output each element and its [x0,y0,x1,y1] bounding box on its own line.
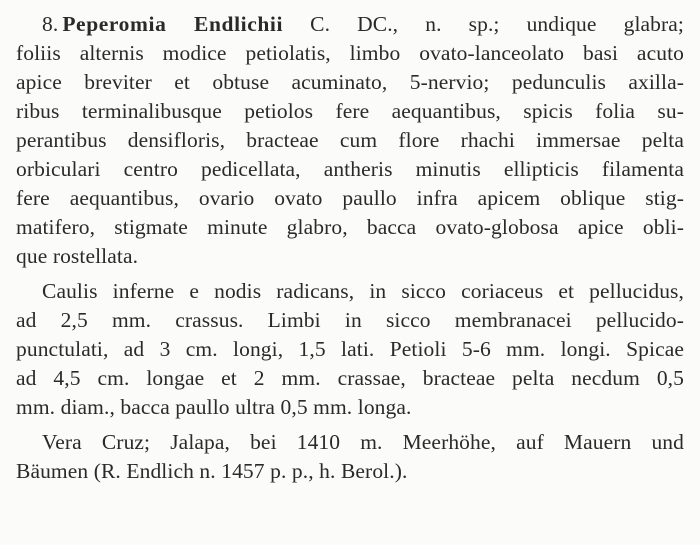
diagnosis-line: orbiculari centro pedicellata, antheris minutis ellipticis filamenta [16,157,684,181]
entry-number: 8. [42,12,59,36]
locality-line: Vera Cruz; Jalapa, bei 1410 m. Meerhöhe, auf Mauern und [42,430,684,454]
description-line: punctulati, ad 3 cm. longi, 1,5 lati. Petioli 5-6 mm. longi. Spicae [16,337,684,361]
description-line: Caulis inferne e nodis radicans, in sicco coriaceus et pellucidus, [42,279,684,303]
diagnosis-line: matifero, stigmate minute glabro, bacca ovato-globosa apice obli- [16,215,684,239]
diagnosis-line: C. DC., n. sp.; undique glabra; [283,12,684,36]
description-line: ad 2,5 mm. crassus. Limbi in sicco membranacei pellucido- [16,308,684,332]
description-line: mm. diam., bacca paullo ultra 0,5 mm. longa. [16,395,412,419]
description-line: ad 4,5 cm. longae et 2 mm. crassae, bracteae pelta necdum 0,5 [16,366,684,390]
diagnosis-line: fere aequantibus, ovario ovato paullo infra apicem oblique stig- [16,186,684,210]
diagnosis-line: que rostellata. [16,244,139,268]
locality-line: Bäumen (R. Endlich n. 1457 p. p., h. Berol.). [16,459,408,483]
species-description [16,277,684,422]
species-diagnosis [16,10,684,271]
species-name: Peperomia Endlichii [62,12,284,36]
diagnosis-line: ribus terminalibusque petiolos fere aequantibus, spicis folia su- [16,99,684,123]
diagnosis-line-first [16,10,684,39]
diagnosis-line: apice breviter et obtuse acuminato, 5-nervio; pedunculis axilla- [16,70,684,94]
locality-paragraph [16,428,684,486]
diagnosis-line: perantibus densifloris, bracteae cum flore rhachi immersae pelta [16,128,684,152]
diagnosis-line: foliis alternis modice petiolatis, limbo ovato-lanceolato basi acuto [16,41,684,65]
